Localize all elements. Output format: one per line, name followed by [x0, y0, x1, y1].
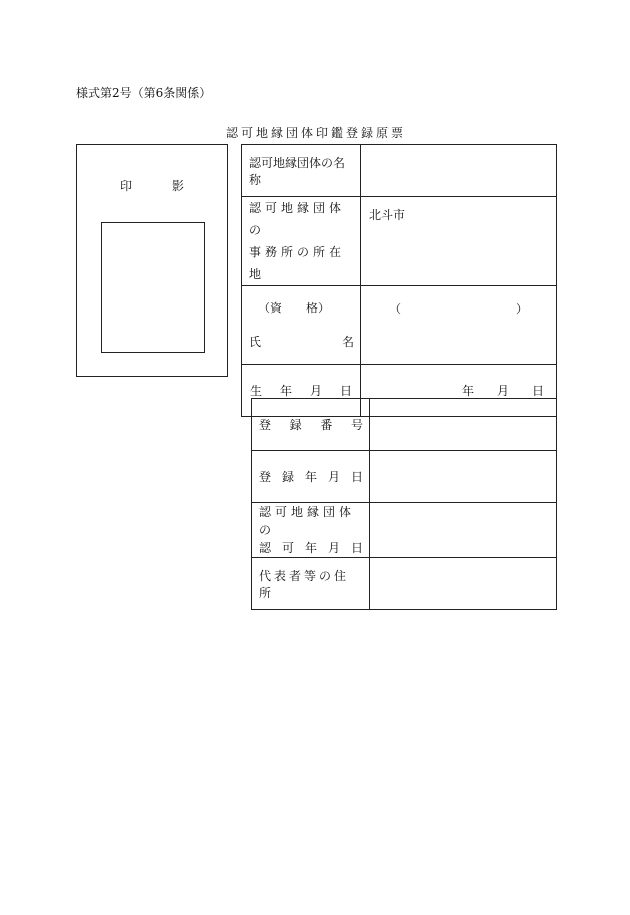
- qualification-and-name-field[interactable]: [361, 286, 557, 365]
- approval-date-label-char: 月: [327, 541, 340, 555]
- document-title: 認可地縁団体印鑑登録原票: [226, 126, 407, 140]
- registration-number-label: [252, 399, 370, 451]
- registration-date-label-char: 月: [327, 470, 340, 484]
- person-name-label-char-1: 氏: [249, 335, 262, 349]
- registration-date-label: [252, 451, 370, 503]
- office-address-label-line-1: 認可地縁団体の: [249, 201, 346, 237]
- office-address-field[interactable]: 北斗市: [361, 197, 557, 286]
- representative-address-field[interactable]: [370, 558, 557, 610]
- birthdate-label-char: 月: [309, 384, 322, 398]
- birthdate-month: 月: [496, 384, 509, 398]
- approval-date-label: [252, 503, 370, 558]
- form-number: 様式第2号（第6条関係）: [76, 86, 212, 100]
- person-name-label-char-2: 名: [341, 335, 354, 349]
- registration-table: [251, 398, 557, 610]
- approval-date-label-char: 年: [304, 541, 317, 555]
- table-row: [242, 145, 557, 197]
- registration-date-label-char: 年: [304, 470, 317, 484]
- seal-impression-label: [77, 177, 227, 194]
- seal-impression-box: [76, 144, 228, 377]
- registration-date-field[interactable]: [370, 451, 557, 503]
- seal-label-char-1: 印: [119, 179, 132, 193]
- approval-date-label-char: 日: [350, 541, 363, 555]
- qualification-label: （資 格）: [258, 301, 331, 315]
- approval-date-label-line-2: [259, 539, 363, 557]
- office-address-label-line-2: 事務所の所在地: [249, 245, 346, 281]
- table-row: [242, 286, 557, 365]
- birthdate-year: 年: [462, 384, 475, 398]
- person-name-label: [249, 325, 354, 359]
- birthdate-day: 日: [531, 384, 544, 398]
- birthdate-label-char: 年: [279, 384, 292, 398]
- registration-date-label-char: 録: [281, 470, 294, 484]
- registration-number-label-char: 号: [350, 418, 363, 432]
- seal-stamp-area[interactable]: [101, 222, 205, 353]
- registration-date-label-char: 登: [259, 470, 272, 484]
- qualification-parentheses: [389, 300, 528, 317]
- applicant-table: [241, 144, 557, 417]
- seal-label-char-2: 影: [172, 179, 185, 193]
- organization-name-field[interactable]: [361, 145, 557, 197]
- qualification-open-paren: （: [389, 302, 402, 316]
- birthdate-label-char: 日: [339, 384, 352, 398]
- qualification-close-paren: ）: [515, 302, 528, 316]
- table-row: [252, 558, 557, 610]
- office-address-label: [242, 197, 361, 286]
- representative-address-label: 代表者等の住所: [252, 558, 370, 610]
- table-row: [252, 451, 557, 503]
- table-row: [252, 399, 557, 451]
- registration-number-label-char: 番: [320, 418, 333, 432]
- approval-date-field[interactable]: [370, 503, 557, 558]
- birthdate-label-char: 生: [250, 384, 263, 398]
- approval-date-label-char: 認: [259, 541, 272, 555]
- approval-date-label-line-1: 認可地縁団体の: [259, 505, 356, 537]
- qualification-and-name-label: [242, 286, 361, 365]
- table-row: [242, 197, 557, 286]
- approval-date-label-char: 可: [281, 541, 294, 555]
- registration-number-field[interactable]: [370, 399, 557, 451]
- registration-number-label-char: 登: [259, 418, 272, 432]
- registration-number-label-char: 録: [289, 418, 302, 432]
- registration-date-label-char: 日: [350, 470, 363, 484]
- organization-name-label: 認可地縁団体の名称: [242, 145, 361, 197]
- table-row: [252, 503, 557, 558]
